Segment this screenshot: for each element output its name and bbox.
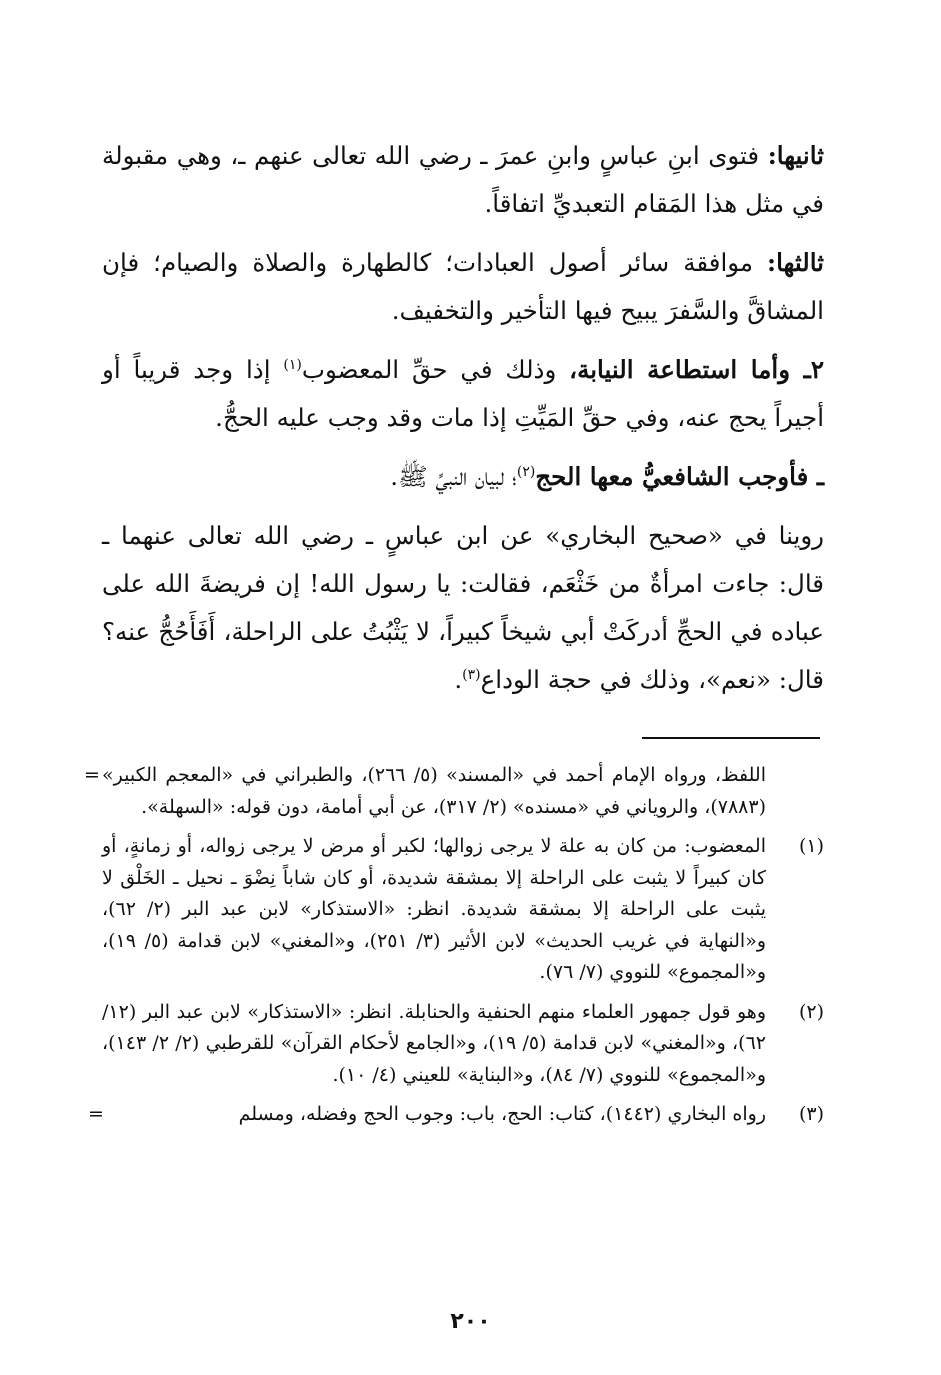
- paragraph-text: روينا في «صحيح البخاري» عن ابن عباسٍ ـ رضي الله تعالى عنهما ـ قال: جاءت امرأةٌ من خَثْعَم، فقالت: يا رسول الله! إن فريضةَ الله على عباده في الحجِّ أدركَتْ أبي شيخاً كبيراً، لا يَثْبُتُ على الراحلة، أَفَأَحُجُّ عنه؟ قال: «نعم»، وذلك في حجة الوداع: [102, 521, 824, 694]
- paragraph-heading: ثانيها:: [767, 141, 824, 170]
- footnote-text: اللفظ، ورواه الإمام أحمد في «المسند» (٥/ ٢٦٦)، والطبراني في «المعجم الكبير» (٧٨٨٣)، والروياني في «مسنده» (٢/ ٣١٧)، عن أبي أمامة، دون قوله: «السهلة».: [102, 764, 766, 818]
- paragraph-text: فتوى ابنِ عباسٍ وابنِ عمرَ ـ رضي الله تعالى عنهم ـ، وهي مقبولة في مثل هذا المَقام التعبديِّ اتفاقاً.: [102, 141, 824, 218]
- paragraph-text: موافقة سائر أصول العبادات؛ كالطهارة والصلاة والصيام؛ فإن المشاقَّ والسَّفرَ يبيح فيها التأخير والتخفيف.: [102, 248, 824, 325]
- paragraph-second-evidence: [102, 132, 824, 228]
- footnote-number: (٣): [798, 1103, 824, 1125]
- paragraph-text: وذلك في حقِّ المعضوب: [301, 355, 570, 384]
- paragraph-proxy-ability: [102, 346, 824, 442]
- footnote-ref[interactable]: (١): [283, 356, 302, 373]
- footnote-continuation: [84, 760, 824, 823]
- page-number: ٢٠٠: [450, 1309, 491, 1334]
- footnote-ref[interactable]: (٣): [462, 666, 481, 683]
- paragraph-third-evidence: [102, 239, 824, 335]
- paragraph-text: ؛ لبيان النبيِّ ﷺ.: [390, 462, 517, 491]
- footnotes: [84, 760, 824, 1139]
- paragraph-hadith: [102, 512, 824, 704]
- continuation-mark: =: [84, 764, 100, 786]
- footnote-number: (١): [798, 835, 824, 857]
- paragraph-text: .: [454, 665, 463, 694]
- footnote-text: رواه البخاري (١٤٤٢)، كتاب: الحج، باب: وجوب الحج وفضله، ومسلم: [238, 1103, 766, 1125]
- footnote-item: [88, 1099, 824, 1131]
- continuation-mark: =: [88, 1103, 104, 1125]
- footnote-ref[interactable]: (٢): [516, 463, 536, 480]
- footnote-item: [102, 831, 824, 989]
- footnote-text: المعضوب: من كان به علة لا يرجى زوالها؛ لكبر أو مرض لا يرجى زواله، أو زمانةٍ، أو كان كبيراً لا يثبت على الراحلة إلا بمشقة شديدة، أو كان شاباً نِضْوَ ـ نحيل ـ الخَلْق لا يثبت على الراحلة إلا بمشقة شديدة. انظر: «الاستذكار» لابن عبد البر (٢/ ٦٢)، و«النهاية في غريب الحديث» لابن الأثير (٣/ ٢٥١)، و«المغني» لابن قدامة (٥/ ١٩)، و«المجموع» للنووي (٧/ ٧٦).: [102, 835, 766, 983]
- footnote-divider: [642, 737, 820, 739]
- paragraph-shafii: [102, 453, 824, 501]
- paragraph-heading: ثالثها:: [767, 248, 824, 277]
- paragraph-text: إذا وجد قريباً أو أجيراً يحج عنه، وفي حقِّ المَيِّتِ إذا مات وقد وجب عليه الحجُّ.: [102, 355, 824, 432]
- footnote-item: [102, 997, 824, 1092]
- paragraph-heading: ٢ـ وأما استطاعة النيابة،: [569, 355, 825, 384]
- paragraph-heading: ـ فأوجب الشافعيُّ معها الحج: [535, 462, 824, 491]
- footnote-text: وهو قول جمهور العلماء منهم الحنفية والحنابلة. انظر: «الاستذكار» لابن عبد البر (١٢/ ٦٢)، و«المغني» لابن قدامة (٥/ ١٩)، و«الجامع لأحكام القرآن» للقرطبي (٢/ ٢/ ١٤٣)، و«المجموع» للنووي (٧/ ٨٤)، و«البناية» للعيني (٤/ ١٠).: [102, 1000, 766, 1086]
- footnote-number: (٢): [798, 1000, 824, 1023]
- main-text: [102, 132, 824, 715]
